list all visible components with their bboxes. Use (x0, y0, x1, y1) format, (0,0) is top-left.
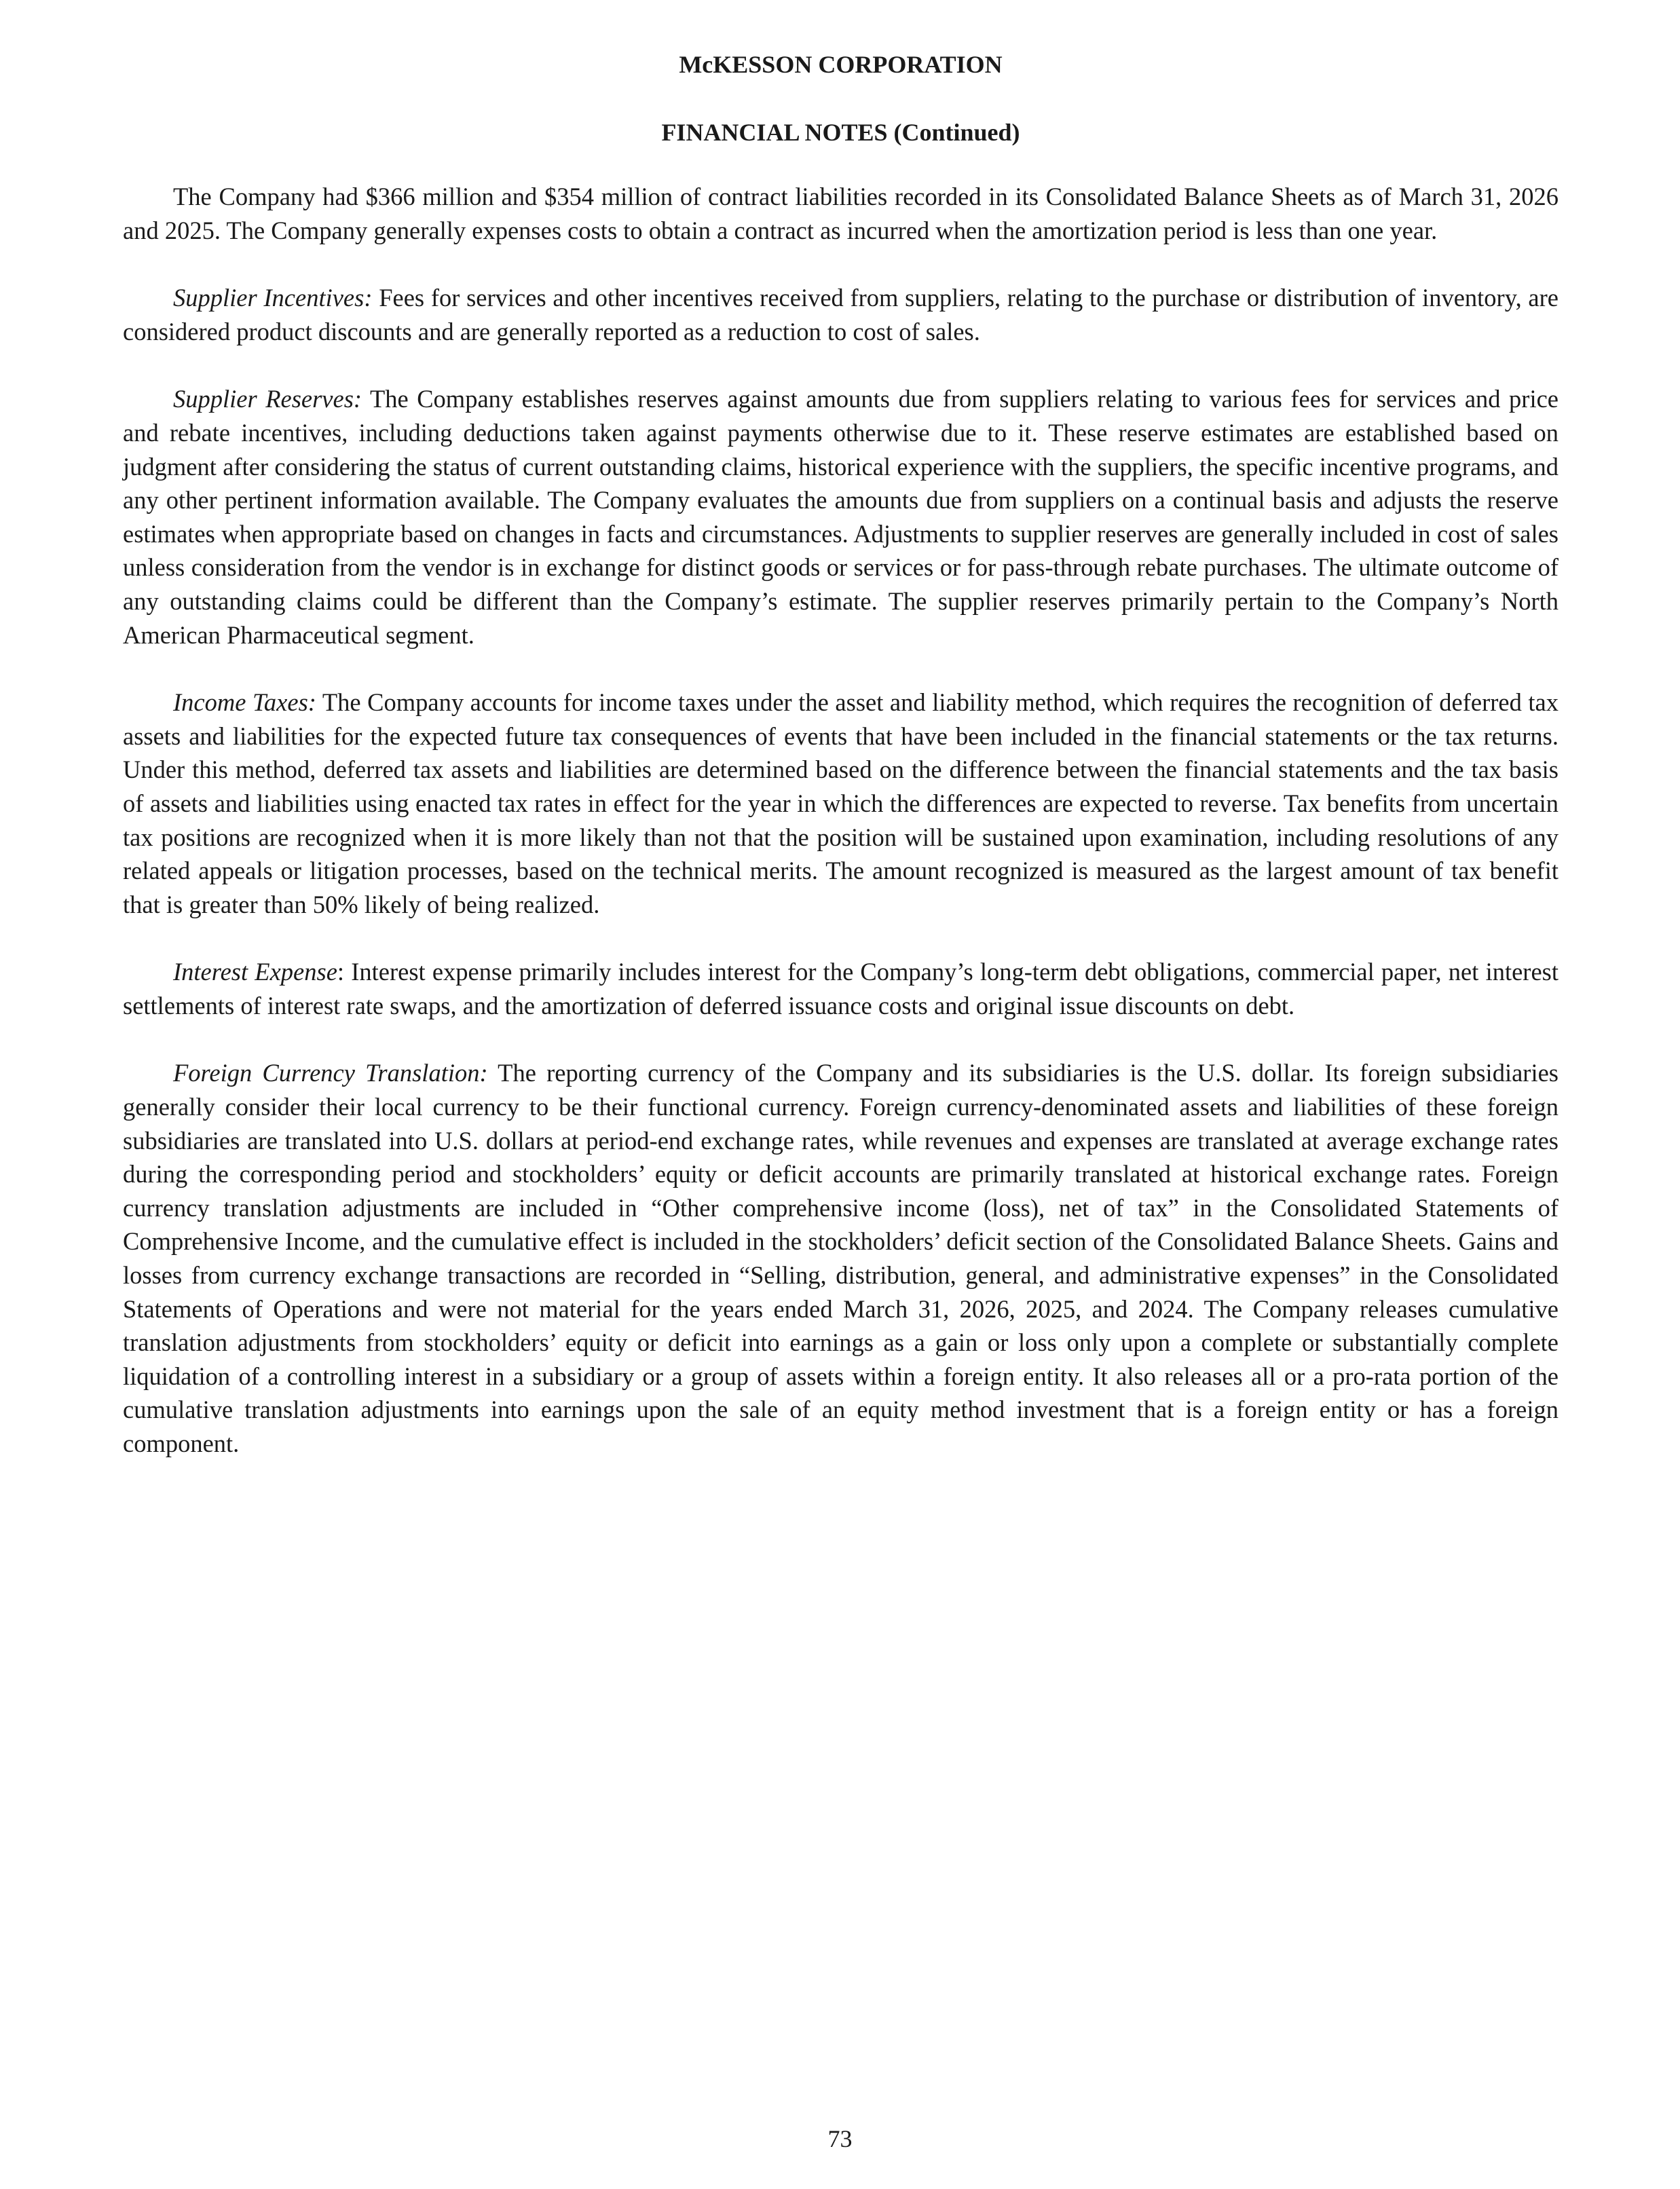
paragraph-text: The Company establishes reserves against amounts due from suppliers relating to various fees for services and price and rebate incentives, including deductions taken against payments otherwise due to it. These reserve estimates are established based on judgment after considering the status of current outstanding claims, historical experience with the suppliers, the specific incentive programs, and any other pertinent information available. The Company evaluates the amounts due from suppliers on a continual basis and adjusts the reserve estimates when appropriate based on changes in facts and circumstances. Adjustments to supplier reserves are generally included in cost of sales unless consideration from the vendor is in exchange for distinct goods or services or for pass-through rebate purchases. The ultimate outcome of any outstanding claims could be different than the Company’s estimate. The supplier reserves primarily pertain to the Company’s North American Pharmaceutical segment. (123, 385, 1558, 649)
paragraph-foreign-currency-translation (123, 1056, 1558, 1460)
paragraph-text: The reporting currency of the Company and its subsidiaries is the U.S. dollar. Its foreign subsidiaries generally consider their local currency to be their functional currency. Foreign currency-denominated assets and liabilities of these foreign subsidiaries are translated into U.S. dollars at period-end exchange rates, while revenues and expenses are translated at average exchange rates during the corresponding period and stockholders’ equity or deficit accounts are primarily translated at historical exchange rates. Foreign currency translation adjustments are included in “Other comprehensive income (loss), net of tax” in the Consolidated Statements of Comprehensive Income, and the cumulative effect is included in the stockholders’ deficit section of the Consolidated Balance Sheets. Gains and losses from currency exchange transactions are recorded in “Selling, distribution, general, and administrative expenses” in the Consolidated Statements of Operations and were not material for the years ended March 31, 2026, 2025, and 2024. The Company releases cumulative translation adjustments from stockholders’ equity or deficit into earnings as a gain or loss only upon a complete or substantially complete liquidation of a controlling interest in a subsidiary or a group of assets within a foreign entity. It also releases all or a pro-rata portion of the cumulative translation adjustments into earnings upon the sale of an equity method investment that is a foreign entity or has a foreign component. (123, 1059, 1558, 1457)
paragraph-text: The Company accounts for income taxes under the asset and liability method, which requires the recognition of deferred tax assets and liabilities for the expected future tax consequences of events that have been included in the financial statements or the tax returns. Under this method, deferred tax assets and liabilities are determined based on the difference between the financial statements and the tax basis of assets and liabilities using enacted tax rates in effect for the year in which the differences are expected to reverse. Tax benefits from uncertain tax positions are recognized when it is more likely than not that the position will be sustained upon examination, including resolutions of any related appeals or litigation processes, based on the technical merits. The amount recognized is measured as the largest amount of tax benefit that is greater than 50% likely of being realized. (123, 688, 1558, 918)
section-subtitle: FINANCIAL NOTES (Continued) (661, 119, 1020, 146)
paragraph-supplier-reserves (123, 382, 1558, 652)
paragraph-heading: Income Taxes: (173, 688, 316, 717)
paragraph-heading: Supplier Incentives: (173, 284, 373, 312)
paragraph-contract-liabilities (123, 180, 1558, 247)
paragraph-heading: Foreign Currency Translation: (173, 1059, 488, 1087)
notes-body (123, 180, 1558, 1495)
paragraph-income-taxes (123, 686, 1558, 921)
paragraph-text: : Interest expense primarily includes interest for the Company’s long-term debt obligations, commercial paper, net interest settlements of interest rate swaps, and the amortization of deferred issuance costs and original issue discounts on debt. (123, 958, 1558, 1019)
paragraph-supplier-incentives (123, 281, 1558, 348)
paragraph-interest-expense (123, 955, 1558, 1022)
paragraph-heading: Supplier Reserves: (173, 385, 362, 413)
paragraph-text: Fees for services and other incentives received from suppliers, relating to the purchase or distribution of inventory, are considered product discounts and are generally reported as a reduction to cost of sales. (123, 284, 1558, 345)
paragraph-text: The Company had $366 million and $354 million of contract liabilities recorded in its Consolidated Balance Sheets as of March 31, 2026 and 2025. The Company generally expenses costs to obtain a contract as incurred when the amortization period is less than one year. (123, 183, 1558, 244)
paragraph-heading: Interest Expense (173, 958, 337, 986)
page-number: 73 (827, 2125, 853, 2152)
company-name: McKESSON CORPORATION (679, 51, 1003, 78)
